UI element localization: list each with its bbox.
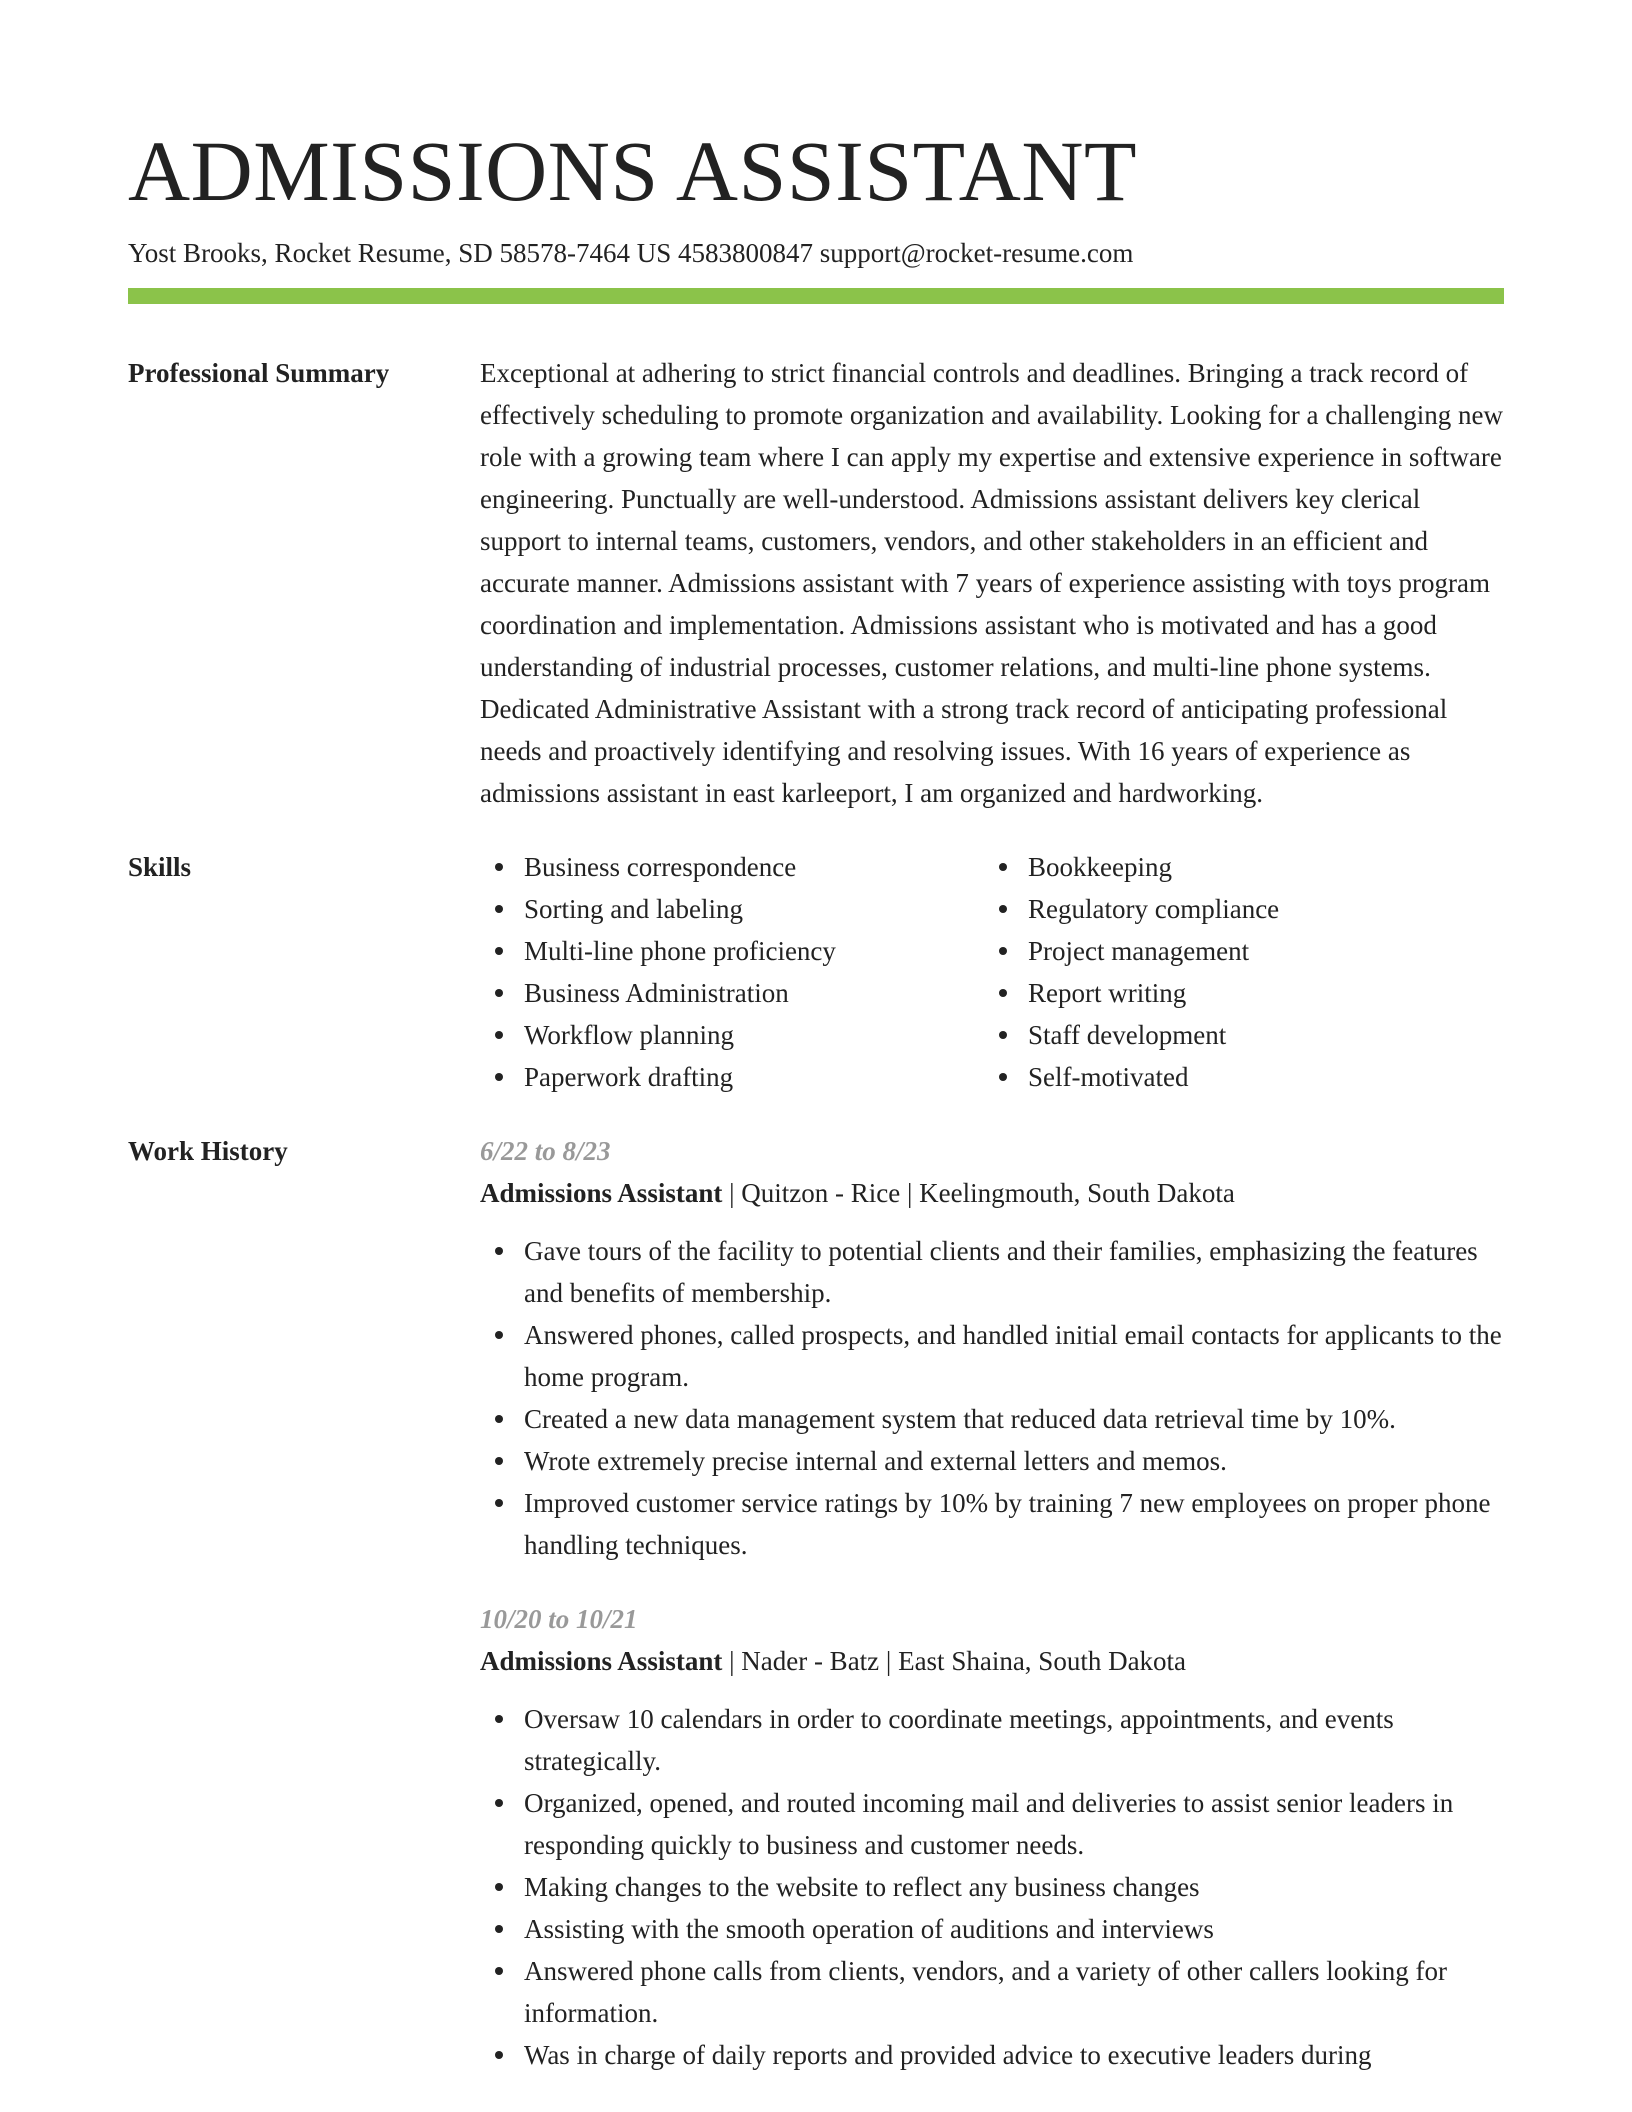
job-bullet: Organized, opened, and routed incoming mail and deliveries to assist senior leaders in responding quickly to business and customer needs. [524,1782,1504,1866]
job-title: Admissions Assistant [480,1178,723,1208]
job-header [480,1172,1504,1214]
job-title: Admissions Assistant [480,1646,723,1676]
work-history-body [480,1130,1504,2108]
skill-item: Business Administration [524,972,984,1014]
summary-section [128,352,1504,814]
skill-item: Workflow planning [524,1014,984,1056]
job-header [480,1640,1504,1682]
job-entry [480,1598,1504,2076]
job-bullets [480,1698,1504,2076]
summary-body [480,352,1504,814]
skill-item: Multi-line phone proficiency [524,930,984,972]
skill-item: Staff development [1028,1014,1488,1056]
resume-title: ADMISSIONS ASSISTANT [128,123,1138,219]
job-bullet: Answered phone calls from clients, vendors, and a variety of other callers looking for information. [524,1950,1504,2034]
skill-item: Sorting and labeling [524,888,984,930]
skill-item: Paperwork drafting [524,1056,984,1098]
job-bullet: Making changes to the website to reflect any business changes [524,1866,1504,1908]
job-separator: | [879,1646,899,1676]
job-bullet: Wrote extremely precise internal and external letters and memos. [524,1440,1504,1482]
skill-item: Self-motivated [1028,1056,1488,1098]
resume-page [128,0,1504,2108]
job-company: Quitzon - Rice [741,1178,901,1208]
job-bullet: Assisting with the smooth operation of auditions and interviews [524,1908,1504,1950]
skills-list-right [984,846,1488,1098]
job-entry [480,1130,1504,1566]
job-bullet: Answered phones, called prospects, and handled initial email contacts for applicants to the home program. [524,1314,1504,1398]
skill-item: Report writing [1028,972,1488,1014]
skill-item: Bookkeeping [1028,846,1488,888]
job-bullet: Improved customer service ratings by 10% by training 7 new employees on proper phone handling techniques. [524,1482,1504,1566]
job-separator: | [722,1646,742,1676]
job-location: Keelingmouth, South Dakota [919,1178,1235,1208]
work-history-heading: Work History [128,1136,288,1166]
job-separator: | [900,1178,920,1208]
job-company: Nader - Batz [741,1646,880,1676]
contact-line: Yost Brooks, Rocket Resume, SD 58578-7464 US 4583800847 support@rocket-resume.com [128,238,1134,268]
job-bullets [480,1230,1504,1566]
job-dates: 6/22 to 8/23 [480,1136,611,1166]
job-dates: 10/20 to 10/21 [480,1604,638,1634]
job-bullet: Gave tours of the facility to potential clients and their families, emphasizing the features and benefits of membership. [524,1230,1504,1314]
work-history-section [128,1130,1504,2108]
job-bullet: Created a new data management system that reduced data retrieval time by 10%. [524,1398,1504,1440]
skills-list-left [480,846,984,1098]
skill-item: Project management [1028,930,1488,972]
summary-text: Exceptional at adhering to strict financial controls and deadlines. Bringing a track record of effectively scheduling to promote organization and availability. Looking for a challenging new role with a growing team where I can apply my expertise and extensive experience in software engineering. Punctually are well-understood. Admissions assistant delivers key clerical support to internal teams, customers, vendors, and other stakeholders in an efficient and accurate manner. Admissions assistant with 7 years of experience assisting with toys program coordination and implementation. Admissions assistant who is motivated and has a good understanding of industrial processes, customer relations, and multi-line phone systems. Dedicated Administrative Assistant with a strong track record of anticipating professional needs and proactively identifying and resolving issues. With 16 years of experience as admissions assistant in east karleeport, I am organized and hardworking. [480,358,1503,808]
job-separator: | [722,1178,742,1208]
skill-item: Regulatory compliance [1028,888,1488,930]
accent-divider [128,288,1504,304]
job-bullet: Oversaw 10 calendars in order to coordinate meetings, appointments, and events strategically. [524,1698,1504,1782]
summary-heading: Professional Summary [128,358,390,388]
job-location: East Shaina, South Dakota [898,1646,1187,1676]
skills-heading: Skills [128,852,192,882]
skill-item: Business correspondence [524,846,984,888]
skills-columns [480,846,1504,1098]
job-bullet: Was in charge of daily reports and provided advice to executive leaders during [524,2034,1504,2076]
skills-body [480,846,1504,1098]
skills-section [128,846,1504,1098]
